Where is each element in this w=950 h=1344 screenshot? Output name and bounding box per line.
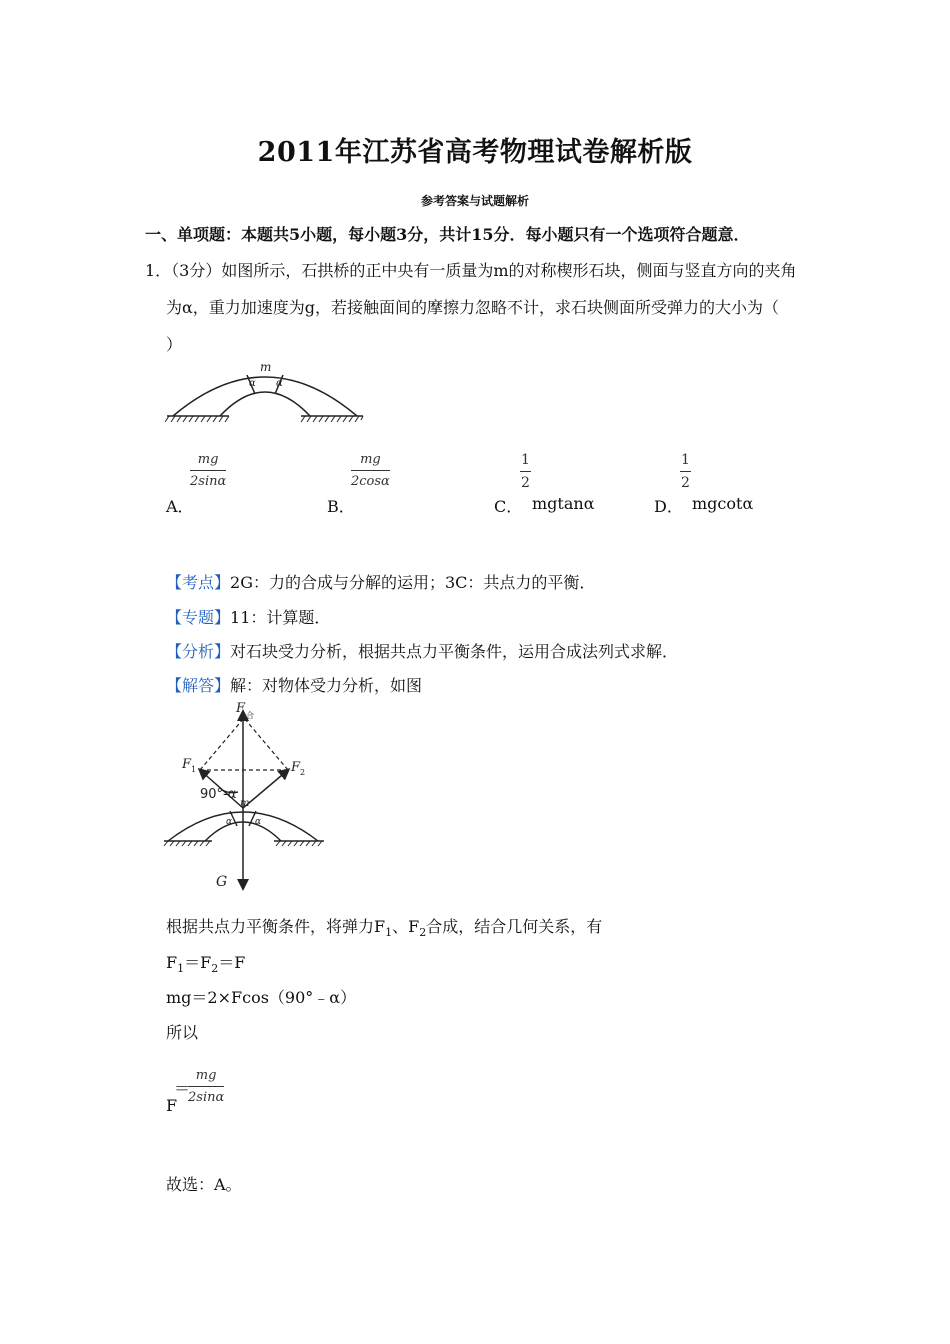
option-b-fraction [351,452,390,489]
result-denominator: 2sinα [188,1090,225,1105]
equation-1-c: ＝F [218,953,246,972]
equation-1-sub2: 2 [211,962,219,976]
equation-1-b: ＝F [184,953,212,972]
option-c-numerator: 1 [520,452,531,472]
kaodian-text: 2G：力的合成与分解的运用；3C：共点力的平衡． [230,573,596,592]
option-a-label: A． [166,497,194,516]
question-line-3: ） [166,335,183,354]
f1-label: F [182,757,192,772]
option-b-denominator: 2cosα [351,474,390,489]
result-lhs: F [166,1096,178,1115]
zhuanti-tag: 【专题】 [166,608,231,627]
result-fraction [188,1068,224,1105]
fenxi-row [166,639,678,662]
mass-label: m [260,360,272,374]
angle-right-label: α [276,378,283,389]
option-d-fraction [680,452,691,491]
force-diagram [160,698,340,898]
option-a-denominator: 2sinα [190,474,227,489]
solution-line-1-b: 、F [392,917,420,936]
angle-90-minus-alpha-label: 90°-α [200,787,237,802]
diagram-mass-label: m [240,798,250,809]
option-d-suffix: mgcotα [692,494,754,513]
equation-2: mg＝2×Fcos（90°﹣α） [166,988,357,1007]
solution-line-1-c: 合成，结合几何关系，有 [426,917,603,936]
option-c-denominator: 2 [521,475,530,491]
zhuanti-text: 11：计算题． [230,608,331,627]
option-d-label: D． [654,497,683,516]
option-c-label: C． [494,497,523,516]
zhuanti-row [166,605,330,628]
jieda-text: 解：对物体受力分析，如图 [230,676,423,695]
fenxi-tag: 【分析】 [166,642,231,661]
angle-left-label: α [249,378,256,389]
suoyi-text: 所以 [166,1023,199,1042]
option-a-fraction [190,452,226,489]
f-combined-sub: 合 [246,711,254,720]
kaodian-row [166,570,595,593]
option-a-numerator: mg [190,452,226,471]
option-b-label: B． [327,497,355,516]
solution-line-1-sub2: 2 [419,926,427,940]
option-b-numerator: mg [351,452,390,471]
question-line-1: 1．（3分）如图所示，石拱桥的正中央有一质量为m的对称楔形石块，侧面与竖直方向的夹角 [145,261,797,280]
diagram-angle-left: α [226,817,233,827]
option-c-suffix: mgtanα [532,494,595,513]
jieda-row [166,673,422,696]
option-c-fraction [520,452,531,491]
f2-sub: 2 [300,768,306,777]
question-line-2: 为α，重力加速度为g，若接触面间的摩擦力忽略不计，求石块侧面所受弹力的大小为（ [166,298,780,317]
f-combined-label: F [236,701,246,716]
kaodian-tag: 【考点】 [166,573,231,592]
diagram-angle-right: α [255,817,262,827]
result-equation [166,1068,286,1118]
option-d-numerator: 1 [680,452,691,472]
equation-1 [166,950,245,975]
solution-line-1 [166,914,602,939]
f2-label: F [291,760,301,775]
jieda-tag: 【解答】 [166,676,231,695]
gravity-label: G [216,874,228,890]
result-equals: ＝ [174,1079,191,1098]
arch-bridge-figure [165,358,370,430]
result-numerator: mg [188,1068,224,1087]
solution-line-1-sub1: 1 [385,926,393,940]
answer-text: 故选：A。 [166,1175,242,1194]
equation-1-a: F [166,953,178,972]
page-title: 2011年江苏省高考物理试卷解析版 [257,137,693,168]
solution-line-1-a: 根据共点力平衡条件，将弹力F [166,917,386,936]
fenxi-text: 对石块受力分析，根据共点力平衡条件，运用合成法列式求解． [230,642,679,661]
option-d-denominator: 2 [681,475,690,491]
page-subtitle: 参考答案与试题解析 [420,194,529,208]
f1-sub: 1 [191,765,197,774]
section-heading: 一、单项题：本题共5小题，每小题3分，共计15分．每小题只有一个选项符合题意． [145,225,750,244]
equation-1-sub1: 1 [177,962,185,976]
